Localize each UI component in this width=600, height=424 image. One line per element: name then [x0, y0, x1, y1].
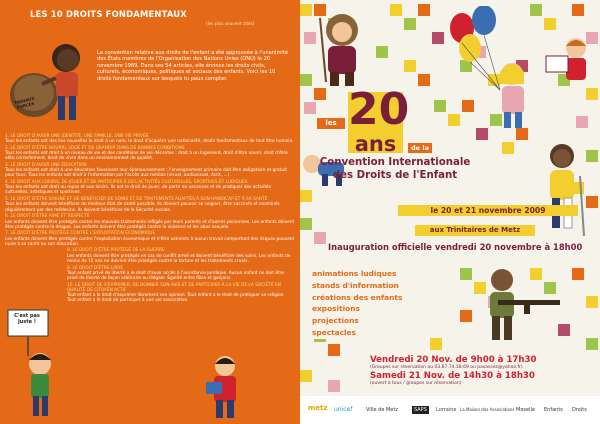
right-heading: 1. LE DROIT D'AVOIR UNE IDENTITÉ, UNE FAMILLE, UNE VIE PRIVÉE — [5, 134, 149, 139]
right-text: Les enfants doivent être protégés contre l'exploitation économique et n'être astreints à aucun travail comportant des risques pouvant nuire à sa santé ou son éducation. — [5, 236, 295, 247]
friday-hours: Vendredi 20 Nov. de 9h00 à 17h30 — [370, 355, 537, 365]
right-heading: 5. LE DROIT D'ÊTRE SOIGNÉ ET DE BÉNÉFICIER DE SOINS ET DE TRAITEMENTS ADAPTÉS À SON HANDICAP ET À SA SANTÉ — [5, 197, 268, 203]
list-item — [5, 266, 295, 281]
right-heading: 3. LE DROIT D'AVOIR UNE ÉDUCATION — [5, 163, 87, 169]
de-la-label: de la — [408, 143, 432, 153]
opening-hours — [370, 355, 600, 388]
list-item — [5, 248, 295, 263]
eskimo-child-illustration — [312, 8, 372, 88]
saturday-booking-note: (ouvert à tous / groupes sur réservation) — [370, 381, 462, 387]
enfants-logo: Enfants — [544, 407, 563, 413]
event-dates: le 20 et 21 novembre 2009 — [398, 205, 578, 216]
girl-with-balloons-illustration — [440, 6, 540, 131]
right-text: Les enfants doivent être protégés contre les mauvais traitements infligés par leurs parents et d'autres personnes. Les enfants doivent être protégés contre la drogue. Les enfants doivent être protégés contre la violence et les abus sexuels. — [5, 219, 295, 230]
right-heading: 10. LE DROIT DE S'EXPRIMER, DE DONNER SON AVIS ET DE PARTICIPER À LA VIE DE LA SOCIÉTÉ EN QUALITÉ DE CITOYEN ACTIF — [67, 282, 281, 293]
lorraine-logo: Lorraine — [436, 407, 457, 413]
list-item: spectacles — [312, 327, 356, 337]
rights-subtitle: (les plus souvent cités) — [206, 21, 255, 26]
inauguration-notice: Inauguration officielle vendredi 20 novembre à 18h00 — [328, 242, 583, 252]
right-heading: 4. LE DROIT AUX LOISIRS, DE JOUER ET DE PARTICIPER À DES ACTIVITÉS CULTURELLES, SPORTIVES ET LUDIQUES — [5, 180, 248, 186]
right-text: Tout enfant a le droit d'exprimer librement son opinion. Tout enfant a le droit de pratiquer sa religion. Tout enfant a le droit de participer à une vie associative. — [67, 293, 285, 304]
intro-text: La convention relative aux droits de l'enfant a été approuvée à l'unanimité des États membres de l'Organisation des Nations Unies (ONU) le 20 novembre 1989. Dans ses 54 articles, elle énonce les droits civils, culturels, économiques, politiques et sociaux des enfants. Voici les 10 droits fondamentaux sur lesquels tu peux compter. — [97, 50, 288, 82]
right-heading: 2. LE DROIT D'ÊTRE NOURRI, LOGÉ ET DE GRANDIR DANS DE BONNES CONDITIONS — [5, 145, 185, 151]
right-heading: 7. LE DROIT D'ÊTRE PROTÉGÉ CONTRE L'EXPLOITATION ÉCONOMIQUE — [5, 231, 156, 237]
unicef-logo: unicef — [334, 406, 353, 413]
right-text: Tout enfant privé de liberté a le droit d'avoir accès à l'assistance juridique. Aucun enfant ne doit être privé de liberté de façon arbitraire ou illégale. Égalité entre filles et garçons. — [67, 270, 284, 281]
partner-logos — [300, 396, 600, 424]
maison-associations-logo: La Maison des Associations — [460, 407, 515, 412]
rights-title: LES 10 DROITS FONDAMENTAUX — [30, 9, 187, 19]
list-item: projections — [312, 316, 359, 326]
forced-labour-sign: TRAVAUX FORCÉS — [13, 95, 36, 111]
list-item: créations des enfants — [312, 292, 403, 302]
girl-with-crutch-illustration — [532, 140, 600, 240]
rights-list — [5, 134, 295, 305]
list-item — [5, 214, 295, 229]
list-item: animations ludiques — [312, 269, 397, 278]
saps-logo: SAPS — [414, 407, 427, 413]
list-item — [5, 146, 295, 161]
list-item — [5, 197, 295, 212]
ville-de-metz-logo: Ville de Metz — [366, 407, 398, 413]
child-soldier-illustration — [468, 264, 564, 344]
list-item — [5, 163, 295, 178]
right-heading: 9. LE DROIT D'ÊTRE LIBRE — [67, 265, 124, 271]
right-heading: 6. LE DROIT D'ÊTRE AIMÉ ET RESPECTÉ — [5, 214, 90, 220]
right-text: Tous les enfants ont droit à une éducation favorisant leur épanouissement : l'enseignement primaire doit être obligatoire et gratuit pour tous. Tous les enfants ont droit à l'information par l'accès aux médias (visuel, audiovisuel, écrit, ...). — [5, 168, 287, 179]
anniversary-number: 20 — [348, 84, 410, 135]
list-item — [5, 134, 295, 144]
friday-booking-note: (Groupes sur réservation au 03.87.74.18.69 ou pasassez@yahoo.fr) — [370, 365, 523, 370]
right-text: Tous les enfants ont droit à un niveau de vie et des conditions de vie décentes : droit à un logement, droit d'être nourri, droit d'être vêtu correctement, droit de vivre dans un environnement de qualité. — [5, 151, 288, 162]
reading-boy-illustration — [536, 36, 598, 88]
right-text: Tous les enfants ont des lois nouvelles le droit à un nom, le droit d'acquérir une nationalité, droits fondamentaux de tout être humain. — [5, 139, 294, 145]
protest-sign: C'est pas juste ! — [14, 313, 40, 325]
convention-line-2: des Droits de l'Enfant — [332, 170, 458, 181]
right-text: Tous les enfants ont droit au repos et aux loisirs. Ils ont le droit de jouer, de partir en vacances et de pratiquer des activités culturelles, artistiques et sportives. — [5, 185, 271, 196]
les-label: les — [317, 118, 345, 129]
list-item — [5, 283, 295, 304]
right-text: Tous les enfants doivent bénéficier du meilleur état de santé possible. Ils doivent pouvoir se soigner, être vaccinés et examinés régulièrement par des médecins. Ils doivent bénéficier de la Sécurité sociale. — [5, 202, 280, 213]
right-text: Les enfants doivent être protégés en cas de conflit armé et doivent bénéficier des soins. Les enfants de moins de 15 ans ne doivent être protégés contre la torture et les traitements cruels. — [67, 253, 291, 264]
reading-child-illustration — [200, 352, 250, 422]
metz-logo: metz — [308, 404, 328, 412]
list-item — [5, 231, 295, 246]
droits-logo: Droits — [572, 407, 587, 413]
event-location: aux Trinitaires de Metz — [415, 225, 535, 236]
saturday-hours: Samedi 21 Nov. de 14h30 à 18h30 — [370, 371, 535, 382]
event-panel — [300, 0, 600, 424]
list-item — [5, 180, 295, 195]
activities-list — [312, 268, 422, 339]
child-with-sack-illustration — [4, 30, 96, 130]
moselle-logo: Moselle — [516, 407, 535, 413]
anniversary-years: ans — [354, 132, 397, 156]
convention-title — [304, 156, 486, 182]
right-heading: 8. LE DROIT D'ÊTRE PROTÉGÉ DE LA GUERRE — [67, 248, 165, 254]
list-item: stands d'information — [312, 280, 399, 290]
list-item: expositions — [312, 304, 360, 314]
convention-line-1: Convention Internationale — [319, 157, 471, 168]
